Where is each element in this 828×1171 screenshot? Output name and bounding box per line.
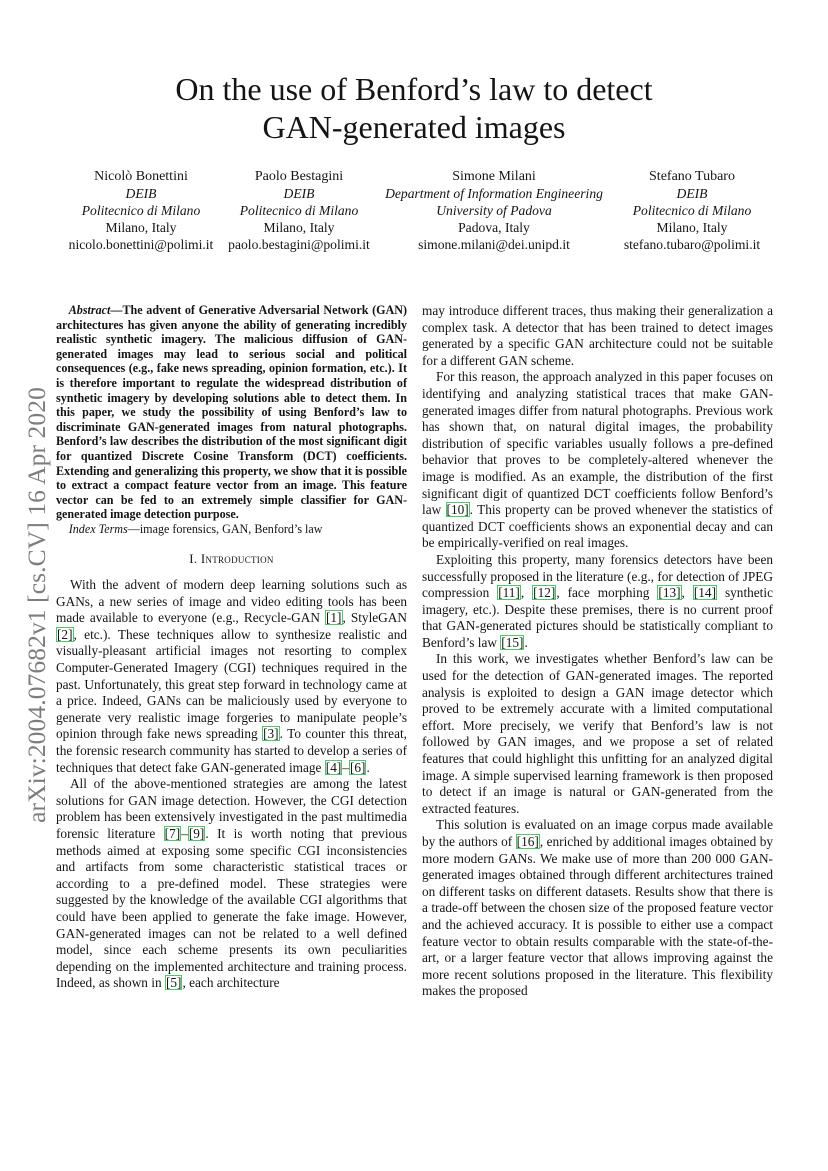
citation-link[interactable]: [12] — [533, 585, 556, 601]
abstract-lead: Abstract — [68, 303, 111, 317]
paragraph-text: – — [181, 826, 188, 841]
paragraph — [422, 552, 773, 652]
paragraph-text: , etc.). These techniques allow to synthesize realistic and visually-pleasant artificial images not resorting to complex Computer-Generated Imagery (CGI) techniques required in the past. Unfortunately, this great step forward in technology came at a price. Indeed, GANs can be maliciously used by everyone to generate very realistic image forgeries to manipulate people’s opinion through fake news spreading — [56, 626, 407, 742]
author-department: DEIB — [283, 186, 315, 201]
author-email: stefano.tubaro@polimi.it — [623, 237, 761, 252]
citation-link[interactable]: [13] — [658, 585, 681, 601]
right-column — [422, 303, 773, 1000]
paragraph-text: . This property can be proved whenever the statistics of quantized DCT coefficients shows an exponential decay and can be empirically-verified on real images. — [422, 502, 773, 551]
author-department: DEIB — [125, 186, 157, 201]
author-name: Paolo Bestagini — [254, 169, 344, 184]
author-city: Padova, Italy — [458, 220, 530, 235]
index-terms-text: —image forensics, GAN, Benford’s law — [127, 521, 323, 536]
author-city: Milano, Italy — [105, 220, 177, 235]
author-2 — [220, 168, 378, 253]
paragraph-text: . — [366, 759, 370, 775]
author-1 — [56, 168, 226, 253]
paragraph — [422, 303, 773, 369]
author-email: simone.milani@dei.unipd.it — [418, 237, 570, 252]
section-heading: I. Introduction — [189, 551, 274, 566]
paragraph — [422, 817, 773, 1000]
index-terms-lead: Index Terms — [68, 521, 128, 536]
paragraph-text: All of the above-mentioned strategies are among the latest solutions for GAN image detection. However, the CGI detection problem has been extensively investigated in the past multimedia forensic literature — [56, 776, 407, 841]
paragraph-text: . It is worth noting that previous methods aimed at exposing some specific CGI inconsistencies and artifacts from some characteristic statistical traces or according to a pre-defined model. These strategies were suggested by the knowledge of the available CGI algorithms that could have been applied to generate the fake image. However, GAN-generated images can not be related to a well defined model, since each scheme presents its own peculiarities depending on the implemented architecture and training process. Indeed, as shown in — [56, 826, 407, 991]
citation-link[interactable]: [14] — [693, 585, 716, 601]
paragraph-text: , — [681, 585, 693, 601]
author-institution: Politecnico di Milano — [239, 203, 359, 218]
paragraph — [56, 776, 407, 992]
author-email: paolo.bestagini@polimi.it — [228, 237, 370, 252]
paragraph — [422, 651, 773, 817]
paragraph — [56, 577, 407, 776]
paper-title-line-2: GAN-generated images — [262, 109, 566, 145]
author-city: Milano, Italy — [263, 220, 335, 235]
paragraph-text: may introduce different traces, thus making their generalization a complex task. A detector that has been trained to detect images generated by a specific GAN architecture could not be suitable for a different GAN scheme. — [422, 303, 773, 368]
author-institution: University of Padova — [436, 203, 552, 218]
author-4 — [612, 168, 772, 253]
author-institution: Politecnico di Milano — [81, 203, 201, 218]
citation-link[interactable]: [7] — [164, 826, 181, 841]
paper-title-line-1: On the use of Benford’s law to detect — [175, 71, 653, 107]
author-name: Stefano Tubaro — [649, 169, 735, 184]
paragraph-text: – — [342, 759, 349, 775]
citation-link[interactable]: [10] — [446, 502, 469, 518]
abstract — [56, 303, 407, 522]
author-institution: Politecnico di Milano — [632, 203, 752, 218]
citation-link[interactable]: [2] — [57, 626, 73, 642]
paragraph-text: , each architecture — [182, 975, 280, 991]
citation-link[interactable]: [4] — [325, 759, 342, 775]
paragraph-text: , — [520, 585, 533, 601]
citation-link[interactable]: [15] — [501, 634, 524, 650]
paper-title — [0, 70, 828, 146]
citation-link[interactable]: [6] — [349, 759, 366, 775]
author-email: nicolo.bonettini@polimi.it — [68, 237, 214, 252]
author-3 — [374, 168, 614, 253]
abstract-text: —The advent of Generative Adversarial Network (GAN) architectures has given anyone the ability of generating incredibly realistic synthetic imagery. The malicious diffusion of GAN-generated images may lead to serious social and political consequences (e.g., fake news spreading, opinion formation, etc.). It is therefore important to regulate the widespread distribution of synthetic imagery by developing solutions able to detect them. In this paper, we study the possibility of using Benford’s law to discriminate GAN-generated images from natural photographs. Benford’s law describes the distribution of the most significant digit for quantized Discrete Cosine Transform (DCT) coefficients. Extending and generalizing this property, we show that it is possible to extract a compact feature vector from an image. This feature vector can be fed to an extremely simple classifier for GAN-generated image detection purpose. — [56, 303, 407, 522]
author-name: Nicolò Bonettini — [94, 169, 188, 184]
left-column — [56, 303, 407, 992]
paragraph-text: Exploiting this property, many forensics detectors have been successfully proposed in the literature (e.g., for detection of JPEG compression — [422, 551, 773, 601]
paragraph-text: synthetic imagery, etc.). Despite these premises, there is no current proof that GAN-generated pictures should be statistically compliant to Benford’s law — [422, 585, 773, 650]
paragraph-text: . — [524, 634, 528, 650]
index-terms — [56, 522, 407, 537]
citation-link[interactable]: [3] — [263, 726, 279, 742]
arxiv-identifier-text: arXiv:2004.07682v1 [cs.CV] 16 Apr 2020 — [22, 387, 51, 823]
paragraph-text: This solution is evaluated on an image corpus made available by the authors of — [422, 817, 773, 849]
citation-link[interactable]: [1] — [325, 610, 342, 626]
paragraph — [422, 369, 773, 552]
citation-link[interactable]: [9] — [188, 826, 205, 841]
author-department: DEIB — [676, 186, 708, 201]
citation-link[interactable]: [5] — [165, 975, 182, 991]
author-name: Simone Milani — [452, 169, 536, 184]
paragraph-text: . To counter this threat, the forensic research community has started to develop a series of techniques that detect fake GAN-generated image — [56, 726, 407, 775]
arxiv-identifier — [24, 360, 50, 850]
paragraph-text: For this reason, the approach analyzed in this paper focuses on identifying and analyzing statistical traces that make GAN-generated images differ from natural photographs. Previous work has shown that, on natural digital images, the probability distribution of specific variables usually follows a pre-defined behavior that proves to be completely-altered whenever the image is modified. As an example, the distribution of the first significant digit of quantized DCT coefficients follow Benford’s law — [422, 369, 773, 518]
paragraph-text: , StyleGAN — [342, 610, 407, 626]
author-city: Milano, Italy — [656, 220, 728, 235]
citation-link[interactable]: [16] — [516, 834, 539, 849]
author-department: Department of Information Engineering — [385, 186, 603, 201]
citation-link[interactable]: [11] — [498, 585, 520, 601]
paragraph-text: In this work, we investigates whether Benford’s law can be used for the detection of GAN-generated images. The reported analysis is exploited to design a GAN image detector which proved to be extremely accurate with a limited computational effort. More precisely, we verify that Benford’s law is not followed by GAN images, and we propose a set of related features that could highlight this unfitting for an analyzed digital image. A simple supervised learning framework is then proposed to detect if an image is natural or GAN-generated from the extracted features. — [422, 651, 773, 816]
paragraph-text: , face morphing — [556, 585, 658, 601]
paragraph-text: , enriched by additional images obtained by more modern GANs. We make use of more than 200 000 GAN-generated images obtained through different architectures trained on different tasks on different datasets. Results show that there is a trade-off between the chosen size of the proposed feature vector and the achieved accuracy. It is possible to either use a compact feature vector to obtain results comparable with the state-of-the-art, or a larger feature vector that allows improving against the more recent solutions proposed in the literature. This flexibility makes the proposed — [422, 834, 773, 999]
paragraph-text: With the advent of modern deep learning solutions such as GANs, a new series of image and video editing tools has been made available to everyone (e.g., Recycle-GAN — [56, 577, 407, 626]
